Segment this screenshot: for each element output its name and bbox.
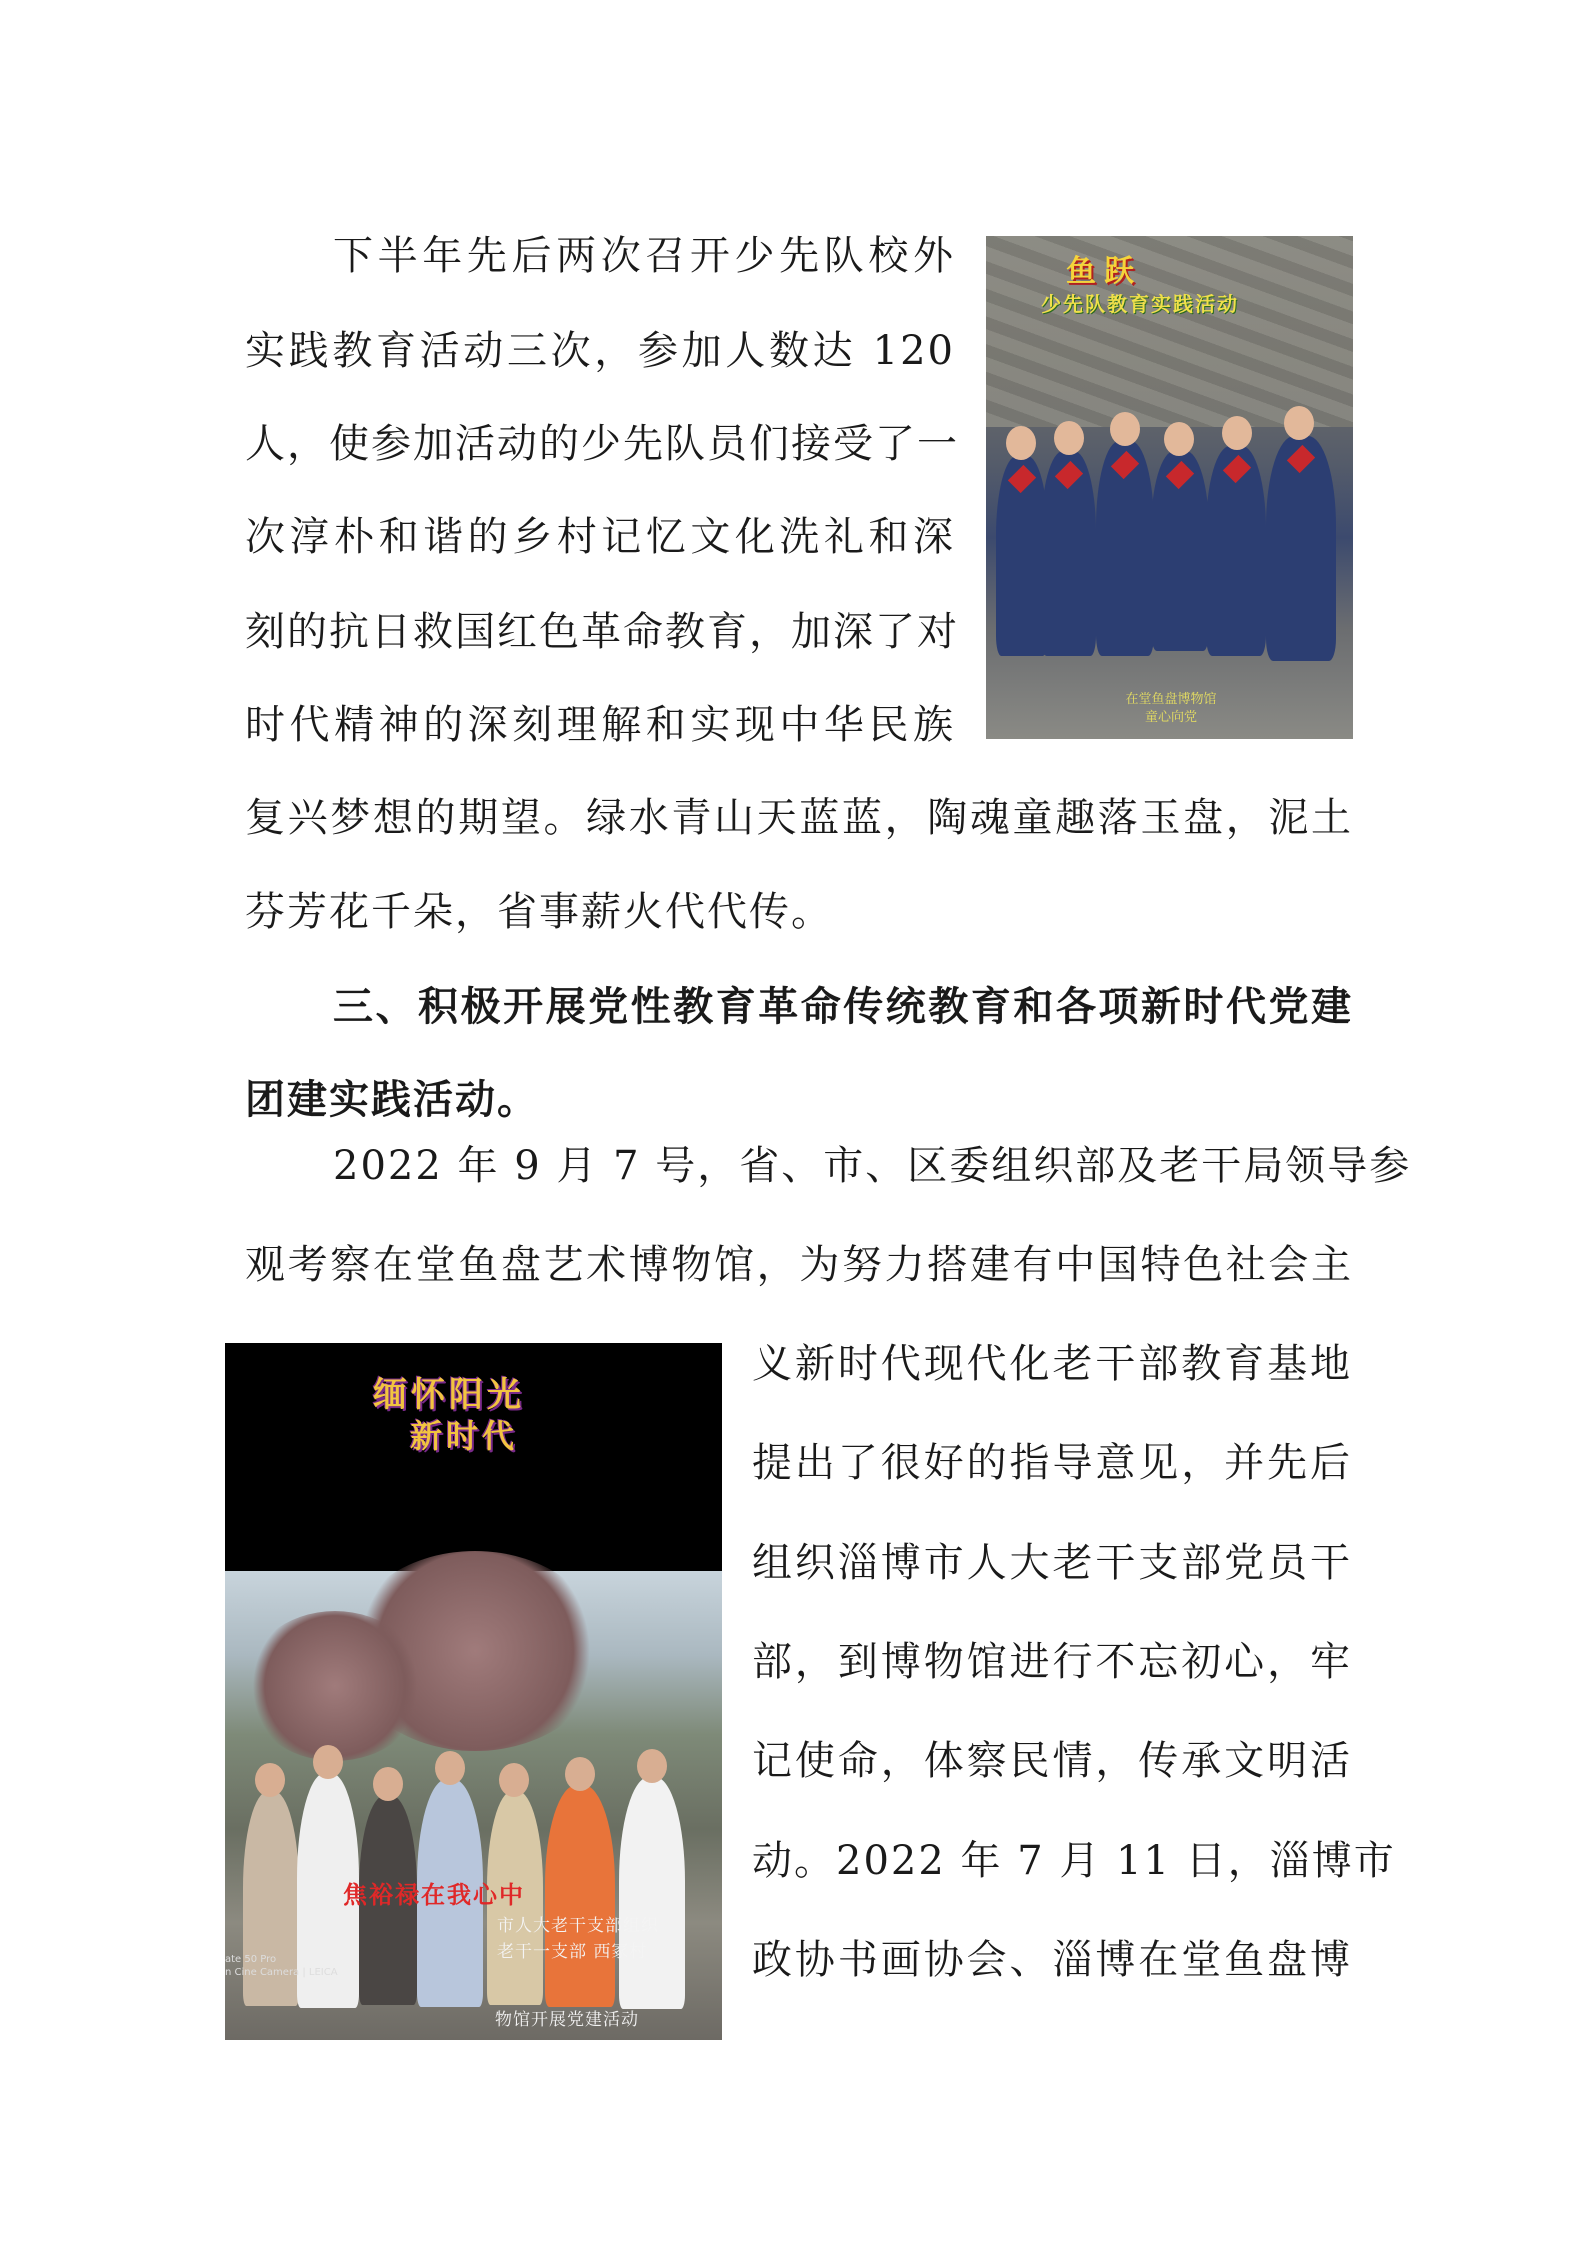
paragraph2-line-7: 记使命，体察民情，传承文明活 [752,1738,1352,1784]
paragraph1-line-7: 复兴梦想的期望。绿水青山天蓝蓝，陶魂童趣落玉盘，泥土 [245,795,1353,841]
paragraph2-line-2: 观考察在堂鱼盘艺术博物馆，为努力搭建有中国特色社会主 [245,1242,1353,1288]
photo2-title-line-2: 新时代 [410,1417,519,1455]
child-face [1164,422,1194,456]
child-face [1110,412,1140,446]
person-head [435,1751,465,1785]
child-face [1222,416,1252,450]
photo-party-building-group [225,1343,722,2040]
photo-young-pioneers [986,236,1353,739]
paragraph2-line-4: 提出了很好的指导意见，并先后 [752,1440,1352,1486]
paragraph2-line-8: 动。2022 年 7 月 11 日，淄博市 [752,1838,1396,1884]
paragraph1-line-5: 刻的抗日救国红色革命教育，加深了对 [245,609,959,655]
section-heading-line-2: 团建实践活动。 [245,1077,539,1123]
paragraph2-line-3: 义新时代现代化老干部教育基地 [752,1341,1352,1387]
photo2-title-area [225,1343,722,1571]
person-head [373,1767,403,1801]
paragraph1-line-3: 人，使参加活动的少先队员们接受了一 [245,421,959,467]
person-figure [545,1785,615,2007]
paragraph1-line-6: 时代精神的深刻理解和实现中华民族 [245,702,955,748]
photo2-title-line-1: 缅怀阳光 [373,1375,525,1415]
person-figure [619,1777,685,2009]
person-head [255,1763,285,1797]
paragraph1-line-2: 实践教育活动三次，参加人数达 120 [245,328,955,374]
photo2-caption-last: 物馆开展党建活动 [495,2010,639,2030]
paragraph1-line-1: 下半年先后两次召开少先队校外 [333,233,955,279]
person-head [499,1763,529,1797]
person-head [637,1749,667,1783]
section-heading-line-1: 三、积极开展党性教育革命传统教育和各项新时代党建 [333,984,1353,1030]
photo-banner [986,236,1353,356]
paragraph1-line-8: 芬芳花千朵，省事薪火代代传。 [245,889,833,935]
child-face [1006,426,1036,460]
paragraph2-line-1: 2022 年 9 月 7 号，省、市、区委组织部及老干局领导参 [333,1143,1412,1189]
child-face [1054,421,1084,455]
tree-foliage [245,1611,425,1761]
camera-watermark: ate 50 Pro n Cine Camera | LEICA [225,1954,338,1978]
photo1-title: 鱼跃 [1066,254,1142,289]
child-face [1284,406,1314,440]
paragraph1-line-4: 次淳朴和谐的乡村记忆文化洗礼和深 [245,514,955,560]
person-head [565,1757,595,1791]
photo2-red-slogan: 焦裕禄在我心中 [343,1881,525,1909]
paragraph2-line-9: 政协书画协会、淄博在堂鱼盘博 [752,1937,1352,1983]
photo1-subtitle: 少先队教育实践活动 [1041,292,1239,316]
photo2-caption: 市人大老干支部组织 老干一支部 西冢村 [497,1916,659,1962]
paragraph2-line-5: 组织淄博市人大老干支部党员干 [752,1540,1352,1586]
person-head [313,1745,343,1779]
photo1-caption: 在堂鱼盘博物馆 童心向党 [1125,692,1217,725]
paragraph2-line-6: 部，到博物馆进行不忘初心，牢 [752,1639,1352,1685]
